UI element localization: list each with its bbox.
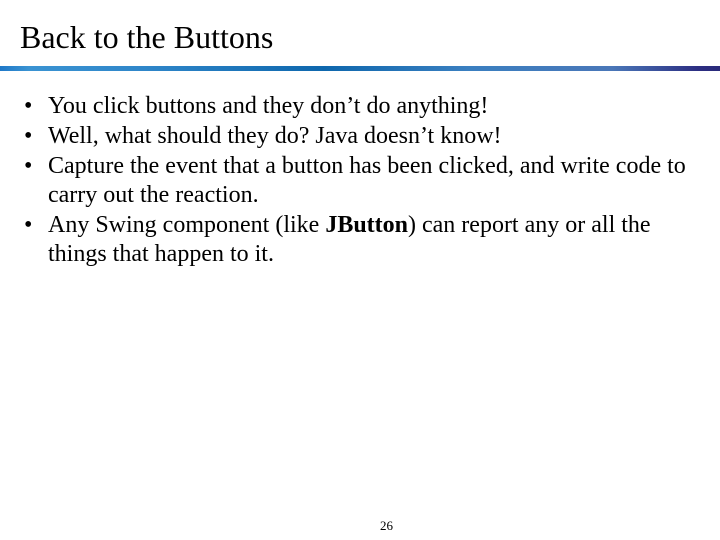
bullet-item bbox=[24, 211, 714, 269]
slide-title: Back to the Buttons bbox=[20, 19, 274, 55]
bullet-text: Well, what should they do? Java doesn’t know! bbox=[48, 123, 502, 149]
bullet-item bbox=[24, 92, 714, 121]
bullet-text: Capture the event that a button has been clicked, and write code to carry out the reaction. bbox=[48, 153, 686, 208]
bullet-text-after: ) can report any or all the things that happen to it. bbox=[48, 212, 651, 267]
bullet-text: You click buttons and they don’t do anything! bbox=[48, 93, 489, 119]
page-number: 26 bbox=[380, 518, 393, 533]
bullet-text-before: Any Swing component (like bbox=[48, 212, 326, 238]
title-divider bbox=[0, 66, 720, 71]
bullet-list bbox=[24, 92, 714, 270]
bullet-item bbox=[24, 122, 714, 151]
bullet-icon: • bbox=[24, 93, 33, 119]
bullet-icon: • bbox=[24, 212, 33, 238]
bullet-item bbox=[24, 152, 714, 210]
bullet-icon: • bbox=[24, 153, 33, 179]
code-term-jbutton: JButton bbox=[325, 212, 408, 238]
bullet-icon: • bbox=[24, 123, 33, 149]
